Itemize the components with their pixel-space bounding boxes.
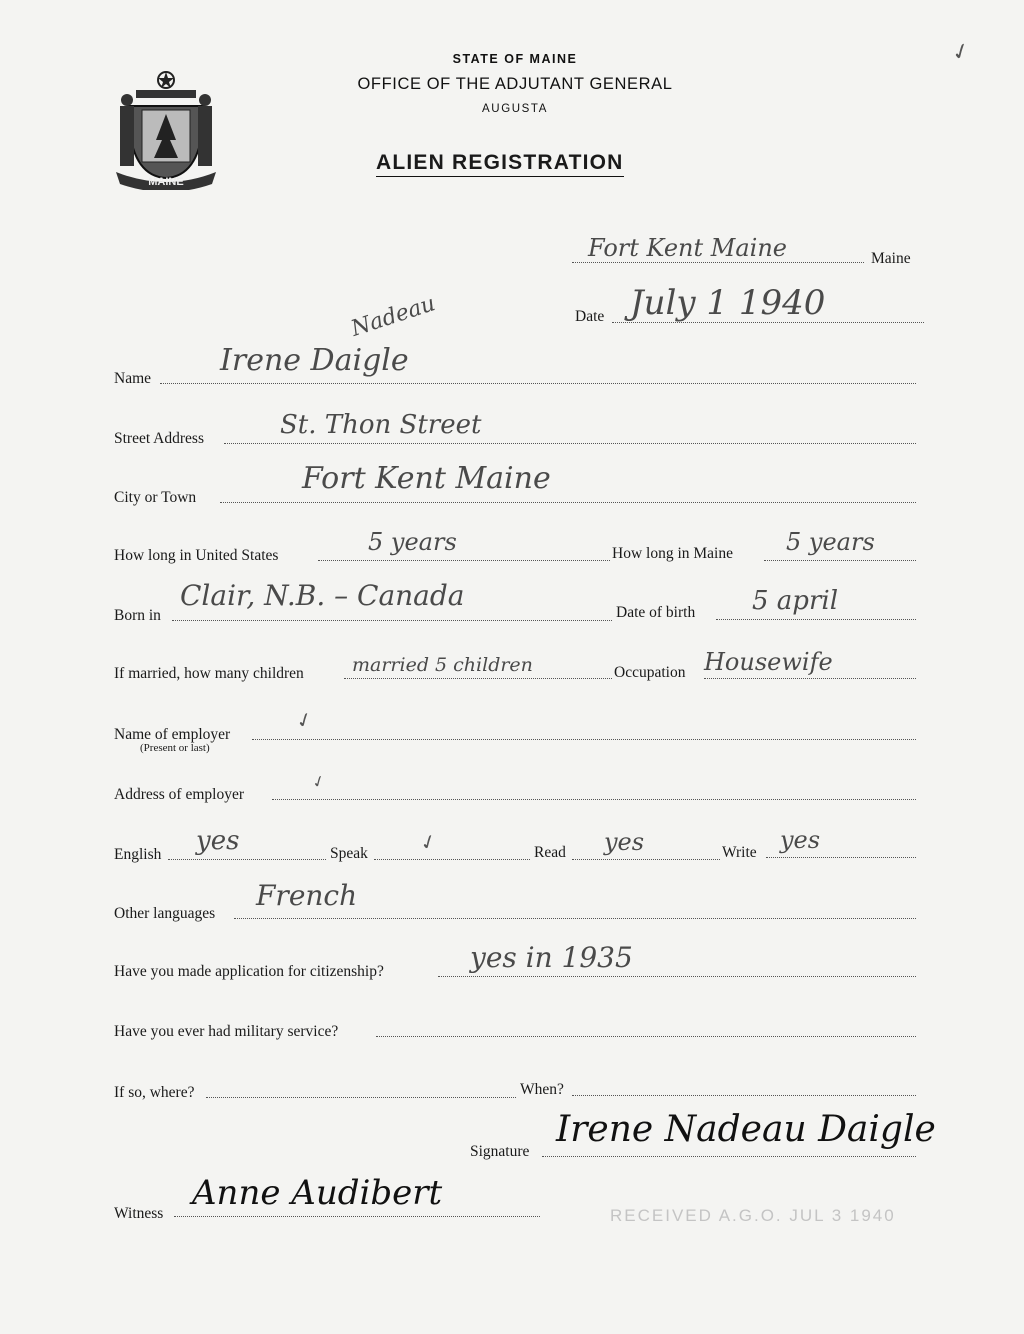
city-value: Fort Kent Maine (302, 461, 551, 496)
witness-label: Witness (114, 1205, 164, 1222)
english-label: English (114, 846, 162, 863)
place-suffix: Maine (871, 250, 911, 267)
city-heading: AUGUSTA (482, 103, 548, 115)
other-lang-value: French (256, 879, 358, 912)
born-line (172, 620, 612, 621)
speak-line (374, 859, 530, 860)
how-long-us-value: 5 years (368, 528, 457, 556)
street-label: Street Address (114, 430, 204, 447)
city-line (220, 502, 916, 503)
english-value: yes (196, 826, 240, 856)
how-long-maine-label: How long in Maine (612, 545, 733, 562)
read-label: Read (534, 844, 566, 861)
speak-label: Speak (330, 845, 368, 862)
how-long-us-line (318, 560, 610, 561)
where-label: If so, where? (114, 1084, 195, 1101)
military-label: Have you ever had military service? (114, 1023, 339, 1040)
signature-line (542, 1156, 916, 1157)
married-label: If married, how many children (114, 665, 304, 682)
married-value: married 5 children (352, 654, 533, 676)
citizenship-label: Have you made application for citizenship? (114, 963, 384, 980)
employer-address-line (272, 799, 916, 800)
employer-address-check-icon: ✓ (309, 770, 329, 793)
employer-line (252, 739, 916, 740)
how-long-maine-value: 5 years (786, 528, 875, 556)
office-heading: OFFICE OF THE ADJUTANT GENERAL (357, 75, 673, 93)
city-label: City or Town (114, 489, 197, 506)
english-line (168, 859, 326, 860)
employer-check-icon: ✓ (292, 705, 317, 735)
witness-value: Anne Audibert (192, 1173, 443, 1213)
write-value: yes (780, 826, 821, 854)
citizenship-line (438, 976, 916, 977)
write-line (766, 857, 916, 858)
occupation-label: Occupation (614, 664, 686, 681)
write-label: Write (722, 844, 757, 861)
born-label: Born in (114, 607, 161, 624)
name-upper-value: Nadeau (348, 291, 439, 342)
signature-value: Irene Nadeau Daigle (556, 1109, 936, 1150)
place-line (572, 262, 864, 263)
name-value: Irene Daigle (220, 343, 409, 378)
check-mark-icon: ✓ (948, 37, 975, 68)
dob-line (716, 619, 916, 620)
employer-address-label: Address of employer (114, 786, 244, 803)
other-lang-label: Other languages (114, 905, 216, 922)
married-line (344, 678, 612, 679)
read-line (572, 859, 720, 860)
date-label: Date (575, 308, 605, 325)
how-long-maine-line (764, 560, 916, 561)
military-line (376, 1036, 916, 1037)
speak-check-icon: ✓ (416, 827, 441, 857)
occupation-value: Housewife (704, 648, 833, 676)
where-line (206, 1097, 516, 1098)
other-lang-line (234, 918, 916, 919)
state-heading: STATE OF MAINE (452, 52, 578, 66)
street-value: St. Thon Street (280, 410, 482, 440)
dob-label: Date of birth (616, 604, 696, 621)
received-stamp: RECEIVED A.G.O. JUL 3 1940 (610, 1206, 896, 1225)
citizenship-value: yes in 1935 (470, 941, 633, 974)
dob-value: 5 april (752, 586, 839, 616)
signature-label: Signature (470, 1143, 530, 1160)
employer-sublabel: (Present or last) (140, 742, 210, 754)
name-line (160, 383, 916, 384)
place-value: Fort Kent Maine (588, 234, 787, 262)
when-label: When? (520, 1081, 564, 1098)
employer-label: Name of employer (114, 726, 231, 743)
svg-text:MAINE: MAINE (148, 176, 184, 188)
witness-line (174, 1216, 540, 1217)
when-line (572, 1095, 916, 1096)
name-label: Name (114, 370, 152, 387)
form-title: ALIEN REGISTRATION (376, 151, 624, 177)
date-value: July 1 1940 (630, 283, 826, 323)
born-value: Clair, N.B. – Canada (180, 579, 465, 612)
street-line (224, 443, 916, 444)
occupation-line (704, 678, 916, 679)
read-value: yes (604, 828, 645, 856)
how-long-us-label: How long in United States (114, 547, 279, 564)
